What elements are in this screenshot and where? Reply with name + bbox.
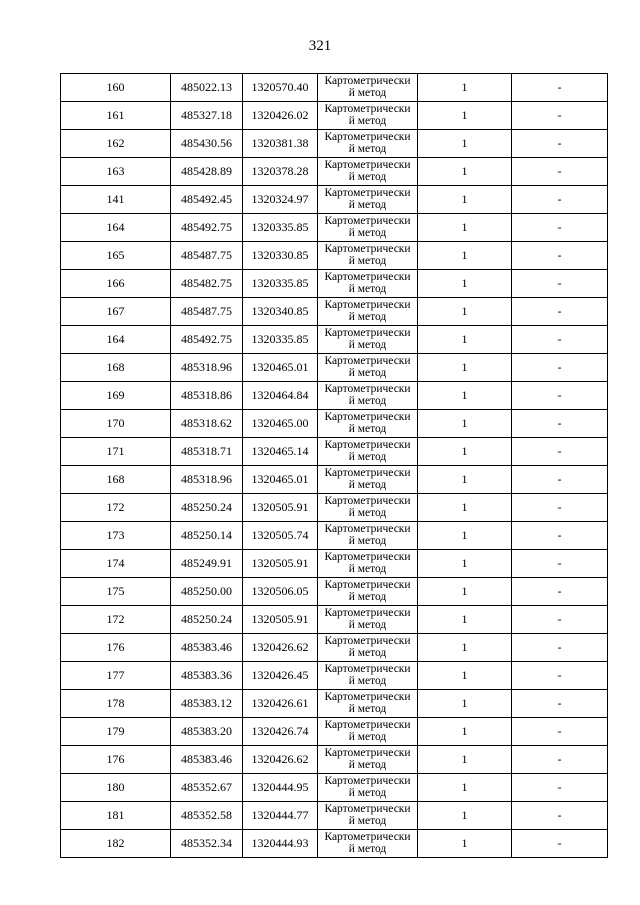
point-number-cell: 177 bbox=[61, 662, 171, 690]
method-cell bbox=[318, 522, 418, 550]
method-cell bbox=[318, 550, 418, 578]
point-number-cell: 160 bbox=[61, 74, 171, 102]
y-coordinate-cell: 1320335.85 bbox=[243, 326, 318, 354]
method-text-line1: Картометрически bbox=[324, 159, 411, 171]
method-text-line2: й метод bbox=[348, 619, 387, 631]
x-coordinate-cell: 485318.96 bbox=[171, 466, 243, 494]
point-number-cell: 169 bbox=[61, 382, 171, 410]
description-cell: - bbox=[512, 662, 608, 690]
description-cell: - bbox=[512, 578, 608, 606]
accuracy-cell: 1 bbox=[418, 830, 512, 858]
x-coordinate-cell: 485250.00 bbox=[171, 578, 243, 606]
method-text-line1: Картометрически bbox=[324, 299, 411, 311]
y-coordinate-cell: 1320465.14 bbox=[243, 438, 318, 466]
y-coordinate-cell: 1320570.40 bbox=[243, 74, 318, 102]
method-text-line1: Картометрически bbox=[324, 803, 411, 815]
table-row bbox=[61, 662, 608, 690]
point-number-cell: 170 bbox=[61, 410, 171, 438]
method-cell bbox=[318, 774, 418, 802]
method-cell bbox=[318, 438, 418, 466]
accuracy-cell: 1 bbox=[418, 634, 512, 662]
method-text-line2: й метод bbox=[348, 367, 387, 379]
description-cell: - bbox=[512, 102, 608, 130]
table-row bbox=[61, 270, 608, 298]
method-text-line2: й метод bbox=[348, 815, 387, 827]
description-cell: - bbox=[512, 494, 608, 522]
method-cell bbox=[318, 214, 418, 242]
method-cell bbox=[318, 130, 418, 158]
accuracy-cell: 1 bbox=[418, 410, 512, 438]
x-coordinate-cell: 485428.89 bbox=[171, 158, 243, 186]
point-number-cell: 176 bbox=[61, 746, 171, 774]
x-coordinate-cell: 485487.75 bbox=[171, 242, 243, 270]
method-text-line1: Картометрически bbox=[324, 411, 411, 423]
method-text-line2: й метод bbox=[348, 787, 387, 799]
point-number-cell: 141 bbox=[61, 186, 171, 214]
description-cell: - bbox=[512, 690, 608, 718]
method-text-line2: й метод bbox=[348, 675, 387, 687]
method-cell bbox=[318, 802, 418, 830]
x-coordinate-cell: 485383.36 bbox=[171, 662, 243, 690]
y-coordinate-cell: 1320335.85 bbox=[243, 214, 318, 242]
y-coordinate-cell: 1320464.84 bbox=[243, 382, 318, 410]
accuracy-cell: 1 bbox=[418, 662, 512, 690]
method-text-line1: Картометрически bbox=[324, 103, 411, 115]
description-cell: - bbox=[512, 522, 608, 550]
table-row bbox=[61, 326, 608, 354]
x-coordinate-cell: 485318.96 bbox=[171, 354, 243, 382]
method-text-line1: Картометрически bbox=[324, 131, 411, 143]
x-coordinate-cell: 485492.75 bbox=[171, 214, 243, 242]
method-text-line2: й метод bbox=[348, 255, 387, 267]
description-cell: - bbox=[512, 466, 608, 494]
y-coordinate-cell: 1320465.01 bbox=[243, 466, 318, 494]
method-cell bbox=[318, 270, 418, 298]
method-text-line1: Картометрически bbox=[324, 523, 411, 535]
description-cell: - bbox=[512, 130, 608, 158]
x-coordinate-cell: 485482.75 bbox=[171, 270, 243, 298]
y-coordinate-cell: 1320426.45 bbox=[243, 662, 318, 690]
accuracy-cell: 1 bbox=[418, 158, 512, 186]
method-text-line2: й метод bbox=[348, 703, 387, 715]
y-coordinate-cell: 1320444.77 bbox=[243, 802, 318, 830]
point-number-cell: 168 bbox=[61, 354, 171, 382]
description-cell: - bbox=[512, 326, 608, 354]
accuracy-cell: 1 bbox=[418, 74, 512, 102]
description-cell: - bbox=[512, 634, 608, 662]
x-coordinate-cell: 485352.58 bbox=[171, 802, 243, 830]
point-number-cell: 172 bbox=[61, 494, 171, 522]
method-text-line1: Картометрически bbox=[324, 719, 411, 731]
description-cell: - bbox=[512, 718, 608, 746]
method-cell bbox=[318, 718, 418, 746]
point-number-cell: 174 bbox=[61, 550, 171, 578]
x-coordinate-cell: 485383.12 bbox=[171, 690, 243, 718]
coordinates-table-body bbox=[61, 74, 608, 858]
accuracy-cell: 1 bbox=[418, 438, 512, 466]
x-coordinate-cell: 485249.91 bbox=[171, 550, 243, 578]
coordinates-table bbox=[60, 73, 608, 858]
method-text-line1: Картометрически bbox=[324, 663, 411, 675]
table-row bbox=[61, 578, 608, 606]
description-cell: - bbox=[512, 746, 608, 774]
method-text-line2: й метод bbox=[348, 283, 387, 295]
method-cell bbox=[318, 662, 418, 690]
x-coordinate-cell: 485250.24 bbox=[171, 606, 243, 634]
method-text-line2: й метод bbox=[348, 759, 387, 771]
y-coordinate-cell: 1320426.74 bbox=[243, 718, 318, 746]
point-number-cell: 161 bbox=[61, 102, 171, 130]
x-coordinate-cell: 485383.20 bbox=[171, 718, 243, 746]
method-text-line2: й метод bbox=[348, 423, 387, 435]
y-coordinate-cell: 1320324.97 bbox=[243, 186, 318, 214]
description-cell: - bbox=[512, 298, 608, 326]
method-text-line2: й метод bbox=[348, 843, 387, 855]
method-cell bbox=[318, 746, 418, 774]
method-cell bbox=[318, 74, 418, 102]
accuracy-cell: 1 bbox=[418, 718, 512, 746]
method-text-line2: й метод bbox=[348, 143, 387, 155]
accuracy-cell: 1 bbox=[418, 550, 512, 578]
method-cell bbox=[318, 382, 418, 410]
method-text-line1: Картометрически bbox=[324, 215, 411, 227]
method-text-line2: й метод bbox=[348, 87, 387, 99]
description-cell: - bbox=[512, 74, 608, 102]
y-coordinate-cell: 1320444.95 bbox=[243, 774, 318, 802]
method-text-line1: Картометрически bbox=[324, 579, 411, 591]
point-number-cell: 182 bbox=[61, 830, 171, 858]
x-coordinate-cell: 485318.71 bbox=[171, 438, 243, 466]
method-text-line2: й метод bbox=[348, 451, 387, 463]
table-row bbox=[61, 186, 608, 214]
x-coordinate-cell: 485318.86 bbox=[171, 382, 243, 410]
y-coordinate-cell: 1320505.91 bbox=[243, 494, 318, 522]
description-cell: - bbox=[512, 802, 608, 830]
table-row bbox=[61, 158, 608, 186]
accuracy-cell: 1 bbox=[418, 774, 512, 802]
method-text-line1: Картометрически bbox=[324, 271, 411, 283]
y-coordinate-cell: 1320426.62 bbox=[243, 634, 318, 662]
description-cell: - bbox=[512, 382, 608, 410]
method-text-line1: Картометрически bbox=[324, 439, 411, 451]
method-cell bbox=[318, 102, 418, 130]
description-cell: - bbox=[512, 550, 608, 578]
point-number-cell: 180 bbox=[61, 774, 171, 802]
description-cell: - bbox=[512, 410, 608, 438]
description-cell: - bbox=[512, 270, 608, 298]
method-cell bbox=[318, 466, 418, 494]
accuracy-cell: 1 bbox=[418, 354, 512, 382]
table-row bbox=[61, 410, 608, 438]
accuracy-cell: 1 bbox=[418, 186, 512, 214]
x-coordinate-cell: 485327.18 bbox=[171, 102, 243, 130]
y-coordinate-cell: 1320505.91 bbox=[243, 550, 318, 578]
method-text-line2: й метод bbox=[348, 395, 387, 407]
method-text-line1: Картометрически bbox=[324, 635, 411, 647]
point-number-cell: 168 bbox=[61, 466, 171, 494]
y-coordinate-cell: 1320506.05 bbox=[243, 578, 318, 606]
accuracy-cell: 1 bbox=[418, 606, 512, 634]
point-number-cell: 171 bbox=[61, 438, 171, 466]
method-text-line2: й метод bbox=[348, 507, 387, 519]
x-coordinate-cell: 485492.45 bbox=[171, 186, 243, 214]
y-coordinate-cell: 1320465.00 bbox=[243, 410, 318, 438]
table-row bbox=[61, 214, 608, 242]
accuracy-cell: 1 bbox=[418, 102, 512, 130]
method-text-line1: Картометрически bbox=[324, 775, 411, 787]
table-row bbox=[61, 242, 608, 270]
method-cell bbox=[318, 186, 418, 214]
point-number-cell: 176 bbox=[61, 634, 171, 662]
point-number-cell: 178 bbox=[61, 690, 171, 718]
table-row bbox=[61, 718, 608, 746]
y-coordinate-cell: 1320330.85 bbox=[243, 242, 318, 270]
table-row bbox=[61, 354, 608, 382]
x-coordinate-cell: 485383.46 bbox=[171, 634, 243, 662]
method-text-line1: Картометрически bbox=[324, 187, 411, 199]
description-cell: - bbox=[512, 214, 608, 242]
accuracy-cell: 1 bbox=[418, 298, 512, 326]
method-text-line2: й метод bbox=[348, 227, 387, 239]
method-text-line2: й метод bbox=[348, 591, 387, 603]
y-coordinate-cell: 1320465.01 bbox=[243, 354, 318, 382]
method-text-line1: Картометрически bbox=[324, 383, 411, 395]
method-text-line2: й метод bbox=[348, 115, 387, 127]
y-coordinate-cell: 1320444.93 bbox=[243, 830, 318, 858]
accuracy-cell: 1 bbox=[418, 130, 512, 158]
method-cell bbox=[318, 354, 418, 382]
description-cell: - bbox=[512, 606, 608, 634]
description-cell: - bbox=[512, 186, 608, 214]
y-coordinate-cell: 1320505.91 bbox=[243, 606, 318, 634]
method-text-line1: Картометрически bbox=[324, 831, 411, 843]
point-number-cell: 175 bbox=[61, 578, 171, 606]
x-coordinate-cell: 485318.62 bbox=[171, 410, 243, 438]
table-row bbox=[61, 550, 608, 578]
accuracy-cell: 1 bbox=[418, 270, 512, 298]
method-cell bbox=[318, 578, 418, 606]
point-number-cell: 167 bbox=[61, 298, 171, 326]
point-number-cell: 172 bbox=[61, 606, 171, 634]
method-text-line1: Картометрически bbox=[324, 327, 411, 339]
accuracy-cell: 1 bbox=[418, 802, 512, 830]
description-cell: - bbox=[512, 438, 608, 466]
table-row bbox=[61, 466, 608, 494]
point-number-cell: 179 bbox=[61, 718, 171, 746]
description-cell: - bbox=[512, 830, 608, 858]
method-text-line1: Картометрически bbox=[324, 747, 411, 759]
description-cell: - bbox=[512, 774, 608, 802]
table-row bbox=[61, 102, 608, 130]
accuracy-cell: 1 bbox=[418, 494, 512, 522]
method-text-line1: Картометрически bbox=[324, 691, 411, 703]
table-row bbox=[61, 634, 608, 662]
method-text-line1: Картометрически bbox=[324, 75, 411, 87]
method-text-line1: Картометрически bbox=[324, 355, 411, 367]
table-row bbox=[61, 830, 608, 858]
accuracy-cell: 1 bbox=[418, 214, 512, 242]
method-cell bbox=[318, 690, 418, 718]
point-number-cell: 164 bbox=[61, 214, 171, 242]
table-row bbox=[61, 438, 608, 466]
table-row bbox=[61, 382, 608, 410]
description-cell: - bbox=[512, 158, 608, 186]
method-text-line2: й метод bbox=[348, 535, 387, 547]
table-row bbox=[61, 494, 608, 522]
method-cell bbox=[318, 298, 418, 326]
table-row bbox=[61, 774, 608, 802]
method-text-line2: й метод bbox=[348, 647, 387, 659]
y-coordinate-cell: 1320426.62 bbox=[243, 746, 318, 774]
point-number-cell: 163 bbox=[61, 158, 171, 186]
x-coordinate-cell: 485487.75 bbox=[171, 298, 243, 326]
x-coordinate-cell: 485383.46 bbox=[171, 746, 243, 774]
point-number-cell: 166 bbox=[61, 270, 171, 298]
accuracy-cell: 1 bbox=[418, 522, 512, 550]
x-coordinate-cell: 485352.34 bbox=[171, 830, 243, 858]
method-text-line1: Картометрически bbox=[324, 607, 411, 619]
point-number-cell: 181 bbox=[61, 802, 171, 830]
description-cell: - bbox=[512, 354, 608, 382]
point-number-cell: 173 bbox=[61, 522, 171, 550]
method-text-line1: Картометрически bbox=[324, 551, 411, 563]
y-coordinate-cell: 1320340.85 bbox=[243, 298, 318, 326]
x-coordinate-cell: 485352.67 bbox=[171, 774, 243, 802]
method-cell bbox=[318, 326, 418, 354]
table-row bbox=[61, 802, 608, 830]
table-row bbox=[61, 522, 608, 550]
y-coordinate-cell: 1320426.61 bbox=[243, 690, 318, 718]
method-text-line1: Картометрически bbox=[324, 467, 411, 479]
x-coordinate-cell: 485250.24 bbox=[171, 494, 243, 522]
x-coordinate-cell: 485022.13 bbox=[171, 74, 243, 102]
method-cell bbox=[318, 494, 418, 522]
accuracy-cell: 1 bbox=[418, 242, 512, 270]
accuracy-cell: 1 bbox=[418, 690, 512, 718]
point-number-cell: 162 bbox=[61, 130, 171, 158]
method-text-line2: й метод bbox=[348, 311, 387, 323]
method-text-line2: й метод bbox=[348, 731, 387, 743]
table-row bbox=[61, 298, 608, 326]
y-coordinate-cell: 1320378.28 bbox=[243, 158, 318, 186]
y-coordinate-cell: 1320505.74 bbox=[243, 522, 318, 550]
accuracy-cell: 1 bbox=[418, 466, 512, 494]
method-cell bbox=[318, 606, 418, 634]
table-row bbox=[61, 690, 608, 718]
accuracy-cell: 1 bbox=[418, 326, 512, 354]
method-cell bbox=[318, 410, 418, 438]
method-text-line2: й метод bbox=[348, 479, 387, 491]
method-cell bbox=[318, 158, 418, 186]
method-text-line2: й метод bbox=[348, 563, 387, 575]
y-coordinate-cell: 1320335.85 bbox=[243, 270, 318, 298]
page-number: 321 bbox=[308, 38, 332, 54]
point-number-cell: 164 bbox=[61, 326, 171, 354]
y-coordinate-cell: 1320381.38 bbox=[243, 130, 318, 158]
point-number-cell: 165 bbox=[61, 242, 171, 270]
method-text-line1: Картометрически bbox=[324, 243, 411, 255]
method-text-line1: Картометрически bbox=[324, 495, 411, 507]
table-row bbox=[61, 606, 608, 634]
y-coordinate-cell: 1320426.02 bbox=[243, 102, 318, 130]
description-cell: - bbox=[512, 242, 608, 270]
accuracy-cell: 1 bbox=[418, 746, 512, 774]
method-text-line2: й метод bbox=[348, 199, 387, 211]
x-coordinate-cell: 485250.14 bbox=[171, 522, 243, 550]
method-cell bbox=[318, 830, 418, 858]
table-row bbox=[61, 746, 608, 774]
method-cell bbox=[318, 634, 418, 662]
accuracy-cell: 1 bbox=[418, 382, 512, 410]
x-coordinate-cell: 485492.75 bbox=[171, 326, 243, 354]
x-coordinate-cell: 485430.56 bbox=[171, 130, 243, 158]
table-row bbox=[61, 130, 608, 158]
method-text-line2: й метод bbox=[348, 339, 387, 351]
table-row bbox=[61, 74, 608, 102]
method-text-line2: й метод bbox=[348, 171, 387, 183]
accuracy-cell: 1 bbox=[418, 578, 512, 606]
method-cell bbox=[318, 242, 418, 270]
